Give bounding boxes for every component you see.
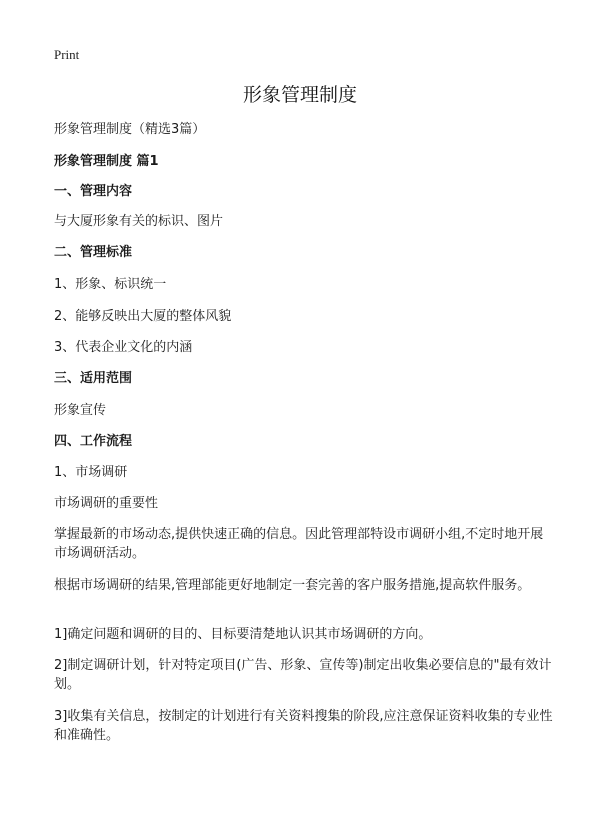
section4-sub-heading: 市场调研的重要性 <box>54 496 159 511</box>
section4-paragraph-1: 掌握最新的市场动态,提供快速正确的信息。因此管理部特设市调研小组,不定时地开展市场调研活动。 <box>54 527 544 561</box>
section2-heading: 二、管理标准 <box>54 245 133 260</box>
section4-heading: 四、工作流程 <box>54 434 133 449</box>
section2-item-1: 1、形象、标识统一 <box>54 277 167 292</box>
section3-heading: 三、适用范围 <box>54 371 133 386</box>
section3-text: 形象宣传 <box>54 403 107 418</box>
section4-item-1: 1、市场调研 <box>54 465 128 480</box>
section1-heading: 一、管理内容 <box>54 184 133 199</box>
section4-step-1: 1]确定问题和调研的目的、目标要清楚地认识其市场调研的方向。 <box>54 627 432 642</box>
print-label: Print <box>54 47 80 62</box>
document-subtitle: 形象管理制度（精选3篇） <box>54 122 206 137</box>
section4-step-2: 2]制定调研计划，针对特定项目(广告、形象、宣传等)制定出收集必要信息的"最有效计划。 <box>54 658 552 692</box>
section4-step-3: 3]收集有关信息，按制定的计划进行有关资料搜集的阶段,应注意保证资料收集的专业性和准确性。 <box>54 709 553 743</box>
section4-paragraph-2: 根据市场调研的结果,管理部能更好地制定一套完善的客户服务措施,提高软件服务。 <box>54 578 531 593</box>
section2-item-3: 3、代表企业文化的内涵 <box>54 340 193 355</box>
section1-text: 与大厦形象有关的标识、图片 <box>54 214 224 229</box>
section2-item-2: 2、能够反映出大厦的整体风貌 <box>54 309 232 324</box>
article-heading: 形象管理制度 篇1 <box>54 154 159 169</box>
document-title: 形象管理制度 <box>242 84 357 106</box>
